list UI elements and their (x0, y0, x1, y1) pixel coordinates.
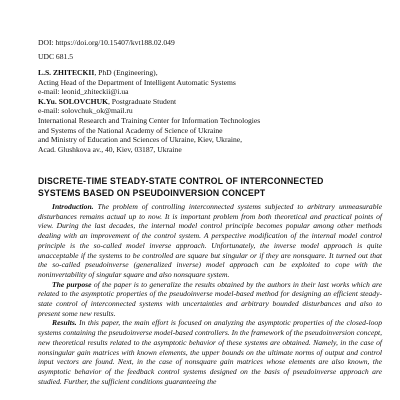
author-1-email: e-mail: leonid_zhiteckii@i.ua (38, 87, 129, 97)
results-heading: Results. (52, 318, 77, 328)
author-block (38, 68, 328, 154)
intro-paragraph (38, 202, 382, 280)
udc-code: UDC 681.5 (38, 52, 74, 61)
purpose-text: of the paper is to generalize the results obtained by the authors in their last works which are related to the asymptotic properties of the pseudoinverse model-based method for designing an efficient steady-state control of interconnected systems with uncertainties and arbitrary bounded disturbances and also to present some new results. (38, 279, 382, 318)
purpose-heading: The purpose (52, 279, 92, 289)
affiliation-line-4: Acad. Glushkova av., 40, Kiev, 03187, Ukraine (38, 144, 182, 154)
author-1-name: L.S. ZHITECKII (38, 68, 95, 77)
affiliation-line-2: and Systems of the National Academy of Science of Ukraine (38, 125, 223, 135)
author-1-position: Acting Head of the Department of Intelligent Automatic Systems (38, 77, 236, 87)
results-text: In this paper, the main effort is focused on analyzing the asymptotic properties of the closed-loop systems containing the pseudoinverse model-based controllers. In the framework of the pseudoinversion concept, new theoretical results related to the asymptotic behavior of these systems are obtained. Namely, in the case of nonsingular gain matrices with known elements, the upper bounds on the ultimate norms of output and control input vectors are found. Next, in the case of nonsquare gain matrices whose elements are also known, the asymptotic behavior of the feedback control systems designed on the basis of pseudoinverse approach are studied. Further, the sufficient conditions guaranteeing the (38, 318, 382, 386)
intro-text: The problem of controlling interconnected systems subjected to arbitrary unmeasurable disturbances remains actual up to now. It is important problem from both theoretical and practical points of view. During the last decades, the internal model control principle becomes popular among other methods dealing with an improvement of the control system. A perspective modification of the internal model control principle is the so-called model inverse approach. Unfortunately, the inverse model approach is quite unacceptable if the systems to be controlled are square but singular or if they are nonsquare. It turned out that the so-called pseudoinverse (generalized inverse) model approach can be exploited to cope with the noninvertability of singular square and also nonsquare system. (38, 202, 382, 279)
paper-title: DISCRETE-TIME STEADY-STATE CONTROL OF INTERCONNECTED SYSTEMS BASED ON PSEUDOINVERSION CONCEPT (38, 175, 324, 198)
intro-heading: Introduction. (52, 202, 94, 211)
author-2-line (38, 97, 328, 107)
affiliation-line-1: International Research and Training Center for Information Technologies (38, 115, 261, 125)
doi-line: DOI: https://doi.org/10.15407/kvt188.02.049 (38, 38, 175, 47)
author-2-position: , Postgraduate Student (107, 96, 177, 106)
author-2-name: K.Yu. SOLOVCHUK (38, 96, 108, 106)
author-1-degree: , PhD (Engineering), (94, 68, 158, 77)
abstract-body (38, 202, 382, 386)
results-paragraph (38, 318, 382, 386)
author-2-email: e-mail: solovchuk_ok@mail.ru (38, 106, 133, 116)
purpose-paragraph (38, 280, 382, 319)
author-1-line (38, 68, 328, 78)
affiliation-line-3: and Ministry of Education and Sciences of Ukraine, Kiev, Ukraine, (38, 135, 243, 145)
